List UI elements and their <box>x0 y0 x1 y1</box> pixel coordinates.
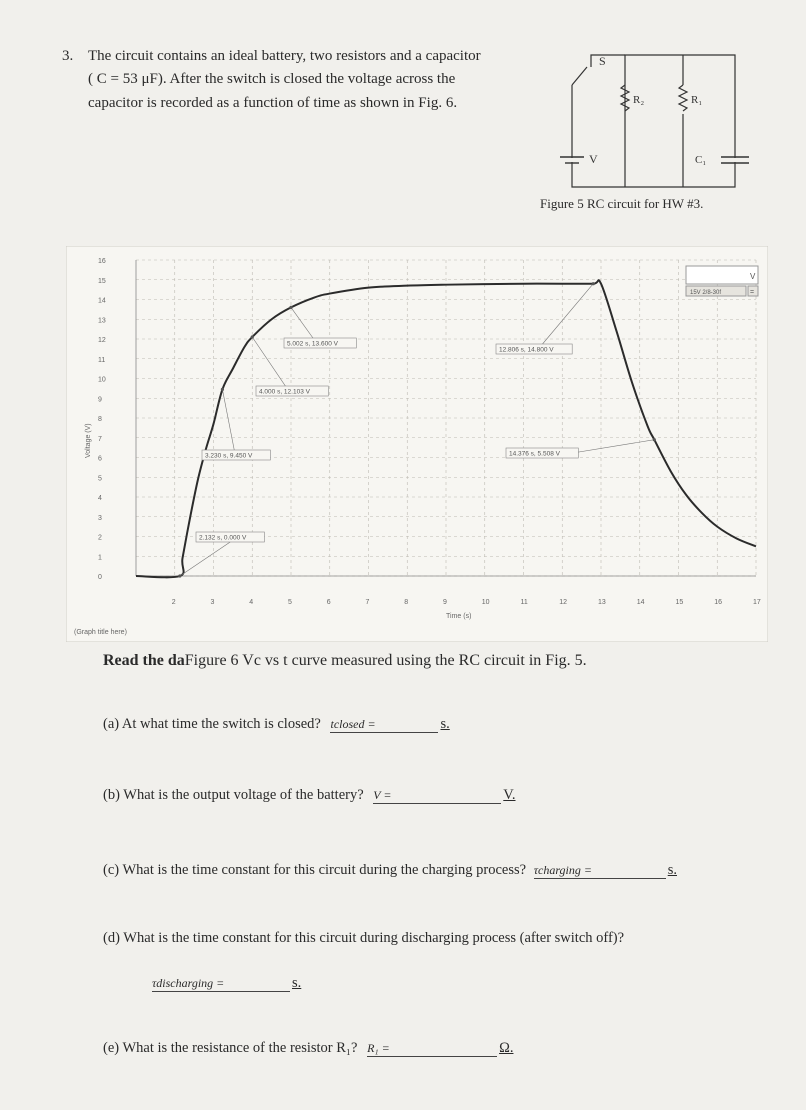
y-tick-label: 4 <box>98 495 102 502</box>
answer-b-unit: V. <box>503 787 516 803</box>
problem-text-line-3: capacitor is recorded as a function of time as shown in Fig. 6. <box>88 95 458 111</box>
y-tick-label: 8 <box>98 416 102 423</box>
answer-e-var: R₁ = <box>367 1041 390 1055</box>
x-tick-label: 11 <box>520 599 528 606</box>
x-tick-label: 2 <box>171 599 176 606</box>
r1-label: R₁ <box>691 94 703 106</box>
figure5-caption: Figure 5 RC circuit for HW #3. <box>540 196 704 211</box>
y-tick-label: 7 <box>98 435 102 443</box>
problem-number: 3. <box>62 48 74 64</box>
x-tick-label: 8 <box>404 599 409 606</box>
x-tick-label: 12 <box>559 599 568 606</box>
answer-e-unit: Ω. <box>499 1040 514 1056</box>
r1-resistor <box>679 85 687 111</box>
x-tick-label: 13 <box>598 599 606 606</box>
annotation-point <box>289 306 292 309</box>
question-e-text: (e) What is the resistance of the resistor R₁? <box>103 1040 358 1056</box>
y-tick-label: 2 <box>98 534 102 542</box>
y-axis-label: Voltage (V) <box>85 423 92 458</box>
annotation-point <box>653 438 656 441</box>
question-a <box>103 716 450 733</box>
answer-d-var: τdischarging = <box>152 976 225 990</box>
battery-label: V <box>589 152 598 166</box>
question-a-text: (a) At what time the switch is closed? <box>103 716 321 732</box>
question-b <box>103 787 516 804</box>
question-d <box>103 930 624 947</box>
answer-b-field[interactable] <box>373 788 501 804</box>
y-tick-label: 6 <box>98 455 102 463</box>
question-d-text: (d) What is the time constant for this circuit during discharging process (after switch off)? <box>103 930 625 946</box>
y-tick-label: 9 <box>98 396 102 404</box>
x-tick-label: 15 <box>675 599 684 606</box>
annotation-label: 5.002 s, 13.600 V <box>287 340 338 348</box>
answer-c-field[interactable] <box>534 863 666 879</box>
switch-label: S <box>599 54 606 68</box>
y-tick-label: 5 <box>98 475 102 483</box>
answer-c-unit: s. <box>667 862 677 878</box>
circuit-diagram <box>555 45 755 195</box>
annotation-point <box>251 335 254 338</box>
y-tick-label: 15 <box>98 277 106 285</box>
y-tick-label: 13 <box>98 317 106 325</box>
x-axis-label: Time (s) <box>446 613 472 620</box>
x-tick-label: 6 <box>326 599 331 606</box>
answer-a-field[interactable] <box>330 717 438 733</box>
y-tick-label: 10 <box>98 376 106 384</box>
answer-a-unit: s. <box>440 716 450 732</box>
annotation-point <box>592 282 595 285</box>
r2-label: R₂ <box>633 94 645 106</box>
answer-c-var: τcharging = <box>533 863 592 877</box>
question-c-text: (c) What is the time constant for this circuit during the charging process? <box>103 862 527 878</box>
annotation-label: 3.230 s, 9.450 V <box>205 452 253 460</box>
figure6-caption <box>103 652 587 670</box>
sensor-settings-button-label: = <box>750 289 755 296</box>
problem-text-line-2: ( C = 53 μF). After the switch is closed the voltage across the <box>88 71 456 87</box>
x-tick-label: 16 <box>714 599 723 606</box>
question-e <box>103 1040 513 1057</box>
x-tick-label: 14 <box>636 599 645 606</box>
annotation-label: 4.000 s, 12.103 V <box>259 388 310 396</box>
answer-d-field[interactable] <box>152 976 290 992</box>
x-tick-label: 3 <box>210 599 215 606</box>
x-tick-label: 10 <box>481 599 490 606</box>
y-tick-label: 1 <box>98 554 102 562</box>
annotation-label: 12.806 s, 14.800 V <box>499 346 554 354</box>
y-tick-label: 0 <box>98 574 102 581</box>
x-tick-label: 4 <box>249 599 254 606</box>
y-tick-label: 12 <box>98 337 106 344</box>
x-tick-label: 17 <box>753 599 761 606</box>
annotation-point <box>178 574 181 577</box>
figure6-caption-prefix: Read the da <box>103 652 185 669</box>
graph-title-placeholder[interactable]: (Graph title here) <box>74 629 127 636</box>
y-tick-label: 11 <box>98 356 106 364</box>
answer-e-field[interactable] <box>367 1041 497 1057</box>
answer-b-var: V = <box>373 788 392 802</box>
sensor-readout-unit: V <box>750 272 756 281</box>
annotation-label: 2.132 s, 0.000 V <box>199 534 247 542</box>
answer-d-unit: s. <box>292 975 302 991</box>
annotation-label: 14.376 s, 5.508 V <box>509 450 560 458</box>
capacitor-label: C₁ <box>695 154 707 166</box>
question-c <box>103 862 677 879</box>
voltage-time-chart <box>66 246 768 642</box>
y-tick-label: 16 <box>98 258 106 265</box>
sensor-settings-text: 15V 2/8-30f <box>690 290 722 296</box>
sensor-readout-box[interactable] <box>686 266 758 284</box>
figure6-caption-text: Figure 6 Vc vs t curve measured using the RC circuit in Fig. 5. <box>184 652 587 669</box>
x-tick-label: 5 <box>288 599 292 606</box>
question-b-text: (b) What is the output voltage of the battery? <box>103 787 364 803</box>
answer-a-var: tclosed = <box>330 717 376 731</box>
x-tick-label: 7 <box>365 599 370 606</box>
x-tick-label: 9 <box>443 599 447 606</box>
problem-text-line-1: The circuit contains an ideal battery, two resistors and a capacitor <box>88 48 481 64</box>
annotation-point <box>221 388 224 391</box>
y-tick-label: 3 <box>98 514 102 522</box>
question-d-answer <box>152 975 301 992</box>
y-tick-label: 14 <box>98 297 106 305</box>
